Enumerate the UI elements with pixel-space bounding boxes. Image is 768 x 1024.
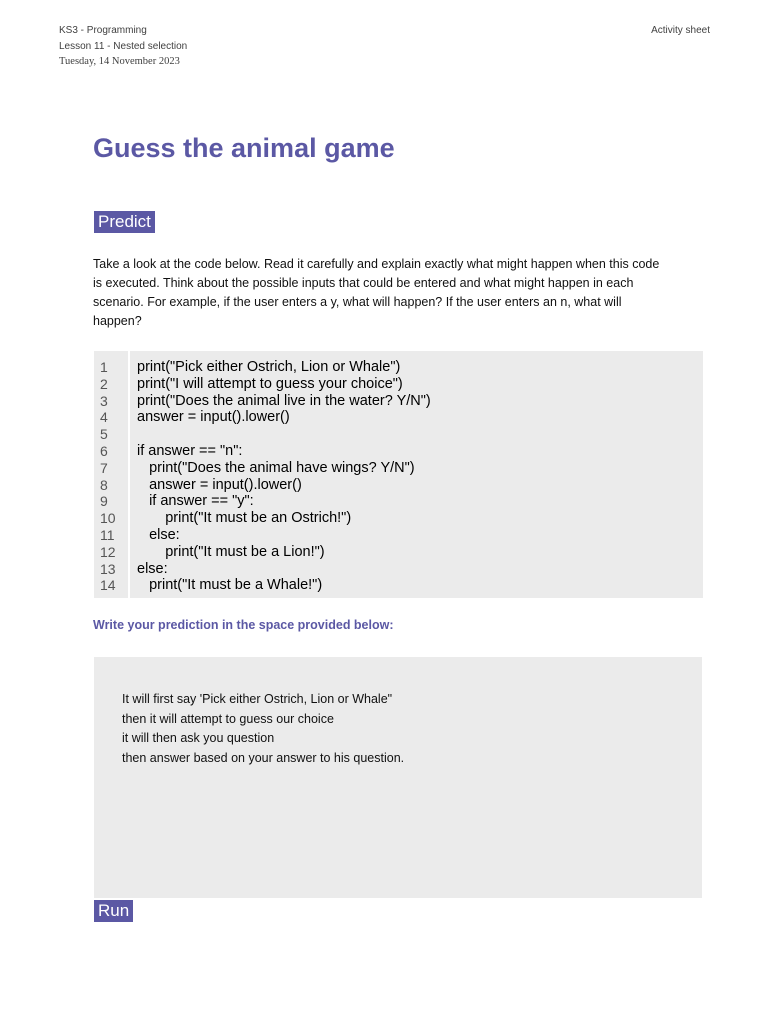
code-block xyxy=(94,351,703,598)
line-number: 8 xyxy=(100,476,108,493)
line-number: 1 xyxy=(100,359,108,375)
line-number: 9 xyxy=(100,493,108,510)
line-number: 11 xyxy=(100,526,115,543)
prediction-line: then it will attempt to guess our choice xyxy=(122,711,334,726)
code-line: print("Pick either Ostrich, Lion or Whale") xyxy=(137,359,401,375)
code-line: else: xyxy=(137,526,180,543)
prediction-answer-box[interactable] xyxy=(94,657,702,898)
code-line: answer = input().lower() xyxy=(137,476,302,493)
code-source xyxy=(130,351,431,598)
header-left xyxy=(59,23,187,70)
prediction-line: It will first say 'Pick either Ostrich, Lion or Whale" xyxy=(122,692,393,706)
prediction-line: it will then ask you question xyxy=(122,731,275,745)
line-number: 2 xyxy=(100,375,108,392)
code-line: if answer == "n": xyxy=(137,442,243,459)
code-line: print("Does the animal have wings? Y/N") xyxy=(137,459,415,476)
code-line: print("It must be an Ostrich!") xyxy=(137,510,352,527)
line-number: 5 xyxy=(100,426,108,443)
code-line: print("Does the animal live in the water? Y/N") xyxy=(137,392,431,409)
line-number: 13 xyxy=(100,560,116,577)
predict-instructions: Take a look at the code below. Read it carefully and explain exactly what might happen when this code is executed. Think about the possible inputs that could be entered and what might happen in each scenario. For example, if the user enters a y, what will happen? If the user enters an n, what will happen? xyxy=(93,257,660,328)
code-line: print("It must be a Whale!") xyxy=(137,577,323,594)
lesson-date: Tuesday, 14 November 2023 xyxy=(59,56,180,67)
prediction-line: then answer based on your answer to his question. xyxy=(122,750,405,765)
code-line: if answer == "y": xyxy=(137,493,254,510)
run-heading: Run xyxy=(94,900,133,922)
line-number: 4 xyxy=(100,409,108,426)
code-line: answer = input().lower() xyxy=(137,409,290,426)
code-line xyxy=(137,426,431,443)
prediction-prompt: Write your prediction in the space provided below: xyxy=(93,618,394,632)
line-number: 6 xyxy=(100,442,108,459)
code-line: print("It must be a Lion!") xyxy=(137,543,325,560)
sheet-type: Activity sheet xyxy=(651,25,710,36)
line-numbers xyxy=(94,351,130,598)
page-title: Guess the animal game xyxy=(93,133,395,163)
prediction-text xyxy=(122,690,404,768)
course-name: KS3 - Programming xyxy=(59,25,147,36)
predict-heading: Predict xyxy=(94,211,155,233)
line-number: 14 xyxy=(100,577,116,594)
line-number: 3 xyxy=(100,392,108,409)
code-line: print("I will attempt to guess your choice") xyxy=(137,375,403,392)
line-number: 10 xyxy=(100,510,116,527)
line-number: 12 xyxy=(100,543,116,560)
line-number: 7 xyxy=(100,459,108,476)
lesson-name: Lesson 11 - Nested selection xyxy=(59,40,188,52)
code-line: else: xyxy=(137,560,168,577)
